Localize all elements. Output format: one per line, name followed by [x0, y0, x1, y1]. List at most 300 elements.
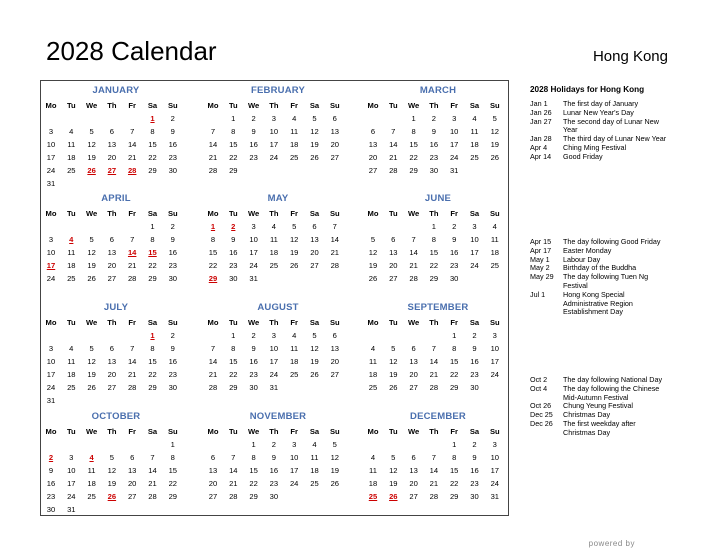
day: 5 [312, 331, 317, 340]
day: 7 [431, 453, 436, 462]
day: 13 [107, 357, 117, 366]
day: 20 [368, 153, 378, 162]
holiday-name: Hong Kong Special Administrative Region Establishment Day [563, 289, 633, 317]
day: 6 [391, 235, 396, 244]
day: 15 [409, 140, 418, 149]
day: 19 [368, 261, 378, 270]
day: 1 [150, 222, 155, 231]
country-label: Hong Kong [592, 48, 668, 65]
day: 13 [330, 127, 340, 136]
day: 15 [229, 140, 238, 149]
day: 22 [229, 370, 238, 379]
day: 29 [229, 383, 238, 392]
day: 9 [452, 235, 457, 244]
weekday-header: Su [329, 101, 340, 110]
day: 9 [271, 453, 276, 462]
day: 22 [168, 479, 178, 488]
weekday-header: Sa [147, 318, 158, 327]
day: 9 [48, 466, 54, 475]
day: 11 [290, 344, 299, 353]
day: 9 [170, 344, 175, 353]
day: 21 [208, 370, 218, 379]
day: 2 [431, 114, 436, 123]
holiday-day: 29 [208, 274, 218, 283]
day: 14 [208, 357, 218, 366]
page-title: 2028 Calendar [46, 36, 217, 66]
day: 1 [411, 114, 416, 123]
month-name: SEPTEMBER [407, 302, 469, 313]
day: 1 [431, 222, 436, 231]
day: 12 [107, 466, 117, 475]
weekday-header: Su [329, 318, 340, 327]
weekday-header: Tu [228, 101, 238, 110]
holiday-item [530, 273, 670, 291]
day: 4 [292, 114, 297, 123]
holiday-day: 26 [87, 166, 96, 175]
weekday-header: Th [107, 318, 117, 327]
day: 5 [292, 222, 297, 231]
month-name: JULY [103, 302, 129, 313]
weekday-header: Tu [228, 209, 238, 218]
day: 13 [107, 248, 117, 257]
holiday-day: 27 [107, 166, 117, 175]
weekday-header: Mo [207, 209, 219, 218]
day: 14 [389, 140, 398, 149]
day: 3 [492, 440, 497, 449]
day: 20 [330, 357, 340, 366]
day: 23 [229, 261, 238, 270]
weekday-header: We [85, 101, 98, 110]
day: 24 [249, 261, 258, 270]
day: 13 [389, 248, 398, 257]
day: 25 [67, 166, 76, 175]
day: 4 [271, 222, 276, 231]
holiday-date: Apr 14 [530, 151, 552, 161]
day: 29 [429, 274, 439, 283]
month-june [367, 193, 509, 300]
day: 11 [67, 357, 76, 366]
day: 7 [210, 127, 216, 136]
month-january [45, 85, 187, 192]
day: 11 [470, 127, 479, 136]
weekday-header: Fr [290, 101, 298, 110]
day: 24 [46, 166, 56, 175]
day: 23 [470, 479, 479, 488]
calendar-grid [40, 80, 509, 516]
day: 4 [370, 453, 376, 462]
day: 16 [449, 248, 459, 257]
weekday-header: Tu [388, 101, 398, 110]
day: 21 [409, 261, 418, 270]
weekday-header: Mo [367, 318, 379, 327]
weekday-header: Su [329, 209, 340, 218]
day: 10 [249, 235, 258, 244]
day: 26 [310, 153, 319, 162]
month-july [45, 302, 187, 409]
weekday-header: Su [167, 101, 178, 110]
day: 12 [87, 357, 96, 366]
holidays-title: 2028 Holidays for Hong Kong [530, 85, 645, 94]
day: 17 [490, 357, 500, 366]
day: 16 [168, 357, 178, 366]
day: 6 [109, 127, 114, 136]
day: 30 [168, 166, 178, 175]
day: 23 [449, 261, 459, 270]
weekday-header: Fr [128, 209, 136, 218]
holiday-date: Jan 27 [530, 116, 552, 126]
day: 11 [310, 453, 319, 462]
day: 22 [429, 261, 439, 270]
day: 12 [389, 357, 398, 366]
day: 5 [391, 344, 396, 353]
holiday-day: 2 [231, 222, 236, 231]
holiday-date: May 29 [530, 272, 554, 282]
month-march [367, 85, 509, 192]
day: 17 [67, 479, 76, 488]
day: 30 [269, 492, 279, 501]
day: 20 [127, 479, 137, 488]
day: 4 [69, 344, 74, 353]
holiday-item [530, 153, 670, 162]
day: 26 [310, 370, 319, 379]
day: 28 [409, 274, 418, 283]
holiday-date: May 2 [530, 263, 550, 273]
day: 29 [148, 383, 157, 392]
day: 21 [429, 370, 439, 379]
day: 30 [229, 274, 238, 283]
day: 23 [249, 370, 258, 379]
day: 19 [87, 261, 96, 270]
day: 2 [251, 331, 256, 340]
day: 18 [368, 479, 378, 488]
day: 28 [208, 383, 218, 392]
day: 11 [290, 127, 299, 136]
day: 6 [332, 114, 337, 123]
month-august [207, 302, 349, 409]
holiday-day: 2 [48, 453, 54, 462]
day: 13 [409, 357, 418, 366]
day: 15 [229, 357, 238, 366]
weekday-header: Su [167, 427, 178, 436]
day: 16 [249, 357, 258, 366]
day: 18 [67, 370, 76, 379]
day: 27 [208, 492, 218, 501]
holiday-item [530, 118, 670, 136]
day: 18 [87, 479, 96, 488]
holiday-item [530, 385, 670, 403]
day: 30 [449, 274, 459, 283]
day: 30 [168, 383, 178, 392]
weekday-header: Mo [45, 101, 57, 110]
day: 23 [249, 153, 258, 162]
day: 10 [289, 453, 299, 462]
weekday-header: Sa [309, 209, 320, 218]
holiday-name: The day following Good Friday [563, 237, 661, 246]
holiday-day: 14 [127, 248, 137, 257]
holiday-day: 4 [69, 235, 74, 244]
day: 3 [492, 331, 497, 340]
day: 11 [369, 357, 377, 366]
day: 20 [107, 261, 117, 270]
day: 14 [208, 140, 218, 149]
month-december [367, 411, 509, 518]
weekday-header: Th [107, 427, 117, 436]
day: 22 [449, 370, 459, 379]
day: 1 [452, 331, 457, 340]
holiday-day: 28 [127, 166, 137, 175]
holiday-name: Birthday of the Buddha [563, 263, 637, 273]
day: 31 [46, 396, 56, 405]
weekday-header: Su [489, 209, 500, 218]
day: 23 [470, 370, 479, 379]
day: 2 [452, 222, 457, 231]
day: 22 [148, 370, 157, 379]
day: 30 [470, 383, 479, 392]
day: 17 [490, 466, 500, 475]
holiday-day: 17 [46, 261, 56, 270]
day: 28 [127, 274, 137, 283]
day: 14 [330, 235, 340, 244]
day: 16 [470, 466, 479, 475]
day: 31 [249, 274, 258, 283]
day: 21 [229, 479, 238, 488]
month-september [367, 302, 509, 409]
day: 5 [89, 127, 94, 136]
day: 21 [389, 153, 398, 162]
day: 18 [289, 357, 299, 366]
day: 29 [409, 166, 418, 175]
day: 9 [472, 344, 477, 353]
day: 15 [429, 248, 439, 257]
day: 15 [148, 357, 157, 366]
holiday-name: The day following the Chinese Mid-Autumn Festival [563, 383, 660, 402]
weekday-header: Mo [367, 101, 379, 110]
weekday-header: We [407, 209, 420, 218]
day: 14 [409, 248, 418, 257]
day: 27 [330, 370, 340, 379]
day: 2 [472, 440, 477, 449]
day: 25 [310, 479, 319, 488]
weekday-header: Sa [147, 209, 158, 218]
day: 23 [429, 153, 439, 162]
holiday-date: May 1 [530, 254, 550, 264]
day: 20 [107, 153, 117, 162]
month-name: AUGUST [257, 302, 299, 313]
weekday-header: We [85, 318, 98, 327]
weekday-header: Mo [45, 427, 57, 436]
weekday-header: Fr [128, 427, 136, 436]
day: 12 [87, 140, 96, 149]
weekday-header: We [407, 427, 420, 436]
day: 10 [46, 248, 56, 257]
day: 23 [168, 261, 178, 270]
day: 18 [310, 466, 319, 475]
day: 12 [490, 127, 500, 136]
day: 5 [332, 440, 337, 449]
holiday-date: Oct 2 [530, 375, 548, 384]
day: 31 [269, 383, 279, 392]
day: 19 [490, 140, 500, 149]
holiday-date: Dec 26 [530, 418, 553, 428]
day: 24 [289, 479, 299, 488]
day: 2 [170, 222, 175, 231]
day: 8 [150, 344, 155, 353]
day: 26 [389, 383, 398, 392]
day: 16 [269, 466, 279, 475]
day: 27 [409, 492, 418, 501]
day: 25 [490, 261, 500, 270]
day: 8 [452, 344, 457, 353]
day: 6 [370, 127, 376, 136]
day: 17 [46, 370, 56, 379]
day: 30 [168, 274, 178, 283]
weekday-header: Mo [207, 318, 219, 327]
day: 4 [312, 440, 317, 449]
weekday-header: We [85, 427, 98, 436]
day: 16 [470, 357, 479, 366]
day: 4 [370, 344, 376, 353]
day: 28 [127, 383, 137, 392]
weekday-header: Fr [290, 318, 298, 327]
day: 5 [492, 114, 497, 123]
day: 22 [148, 153, 157, 162]
day: 6 [411, 453, 416, 462]
day: 21 [208, 153, 218, 162]
day: 5 [391, 453, 396, 462]
day: 3 [48, 127, 54, 136]
day: 9 [170, 127, 175, 136]
weekday-header: Sa [469, 209, 480, 218]
day: 23 [168, 153, 178, 162]
day: 10 [490, 344, 500, 353]
holiday-date: Apr 17 [530, 245, 552, 255]
month-april [45, 193, 187, 300]
day: 24 [490, 479, 500, 488]
day: 12 [289, 235, 299, 244]
day: 10 [269, 127, 279, 136]
day: 19 [107, 479, 117, 488]
day: 21 [127, 261, 137, 270]
day: 22 [449, 479, 459, 488]
weekday-header: Su [167, 318, 178, 327]
day: 18 [269, 248, 279, 257]
day: 21 [330, 248, 340, 257]
day: 20 [330, 140, 340, 149]
day: 1 [452, 440, 457, 449]
day: 12 [330, 453, 340, 462]
day: 26 [289, 261, 299, 270]
weekday-header: Tu [228, 318, 238, 327]
holiday-list-q4 [530, 376, 670, 438]
day: 7 [332, 222, 337, 231]
weekday-header: Mo [45, 209, 57, 218]
weekday-header: Sa [309, 427, 320, 436]
day: 22 [208, 261, 218, 270]
day: 2 [251, 114, 256, 123]
day: 18 [289, 140, 299, 149]
holiday-name: The third day of Lunar New Year [563, 134, 667, 144]
holiday-name: Easter Monday [563, 245, 612, 255]
day: 28 [208, 166, 218, 175]
day: 18 [470, 140, 479, 149]
weekday-header: Th [269, 209, 279, 218]
day: 20 [409, 479, 418, 488]
day: 2 [170, 331, 175, 340]
day: 14 [127, 357, 137, 366]
weekday-header: Fr [450, 318, 458, 327]
day: 29 [249, 492, 258, 501]
day: 27 [127, 492, 137, 501]
day: 8 [231, 127, 236, 136]
weekday-header: Fr [290, 427, 298, 436]
day: 12 [310, 344, 319, 353]
day: 16 [46, 479, 56, 488]
day: 25 [289, 153, 299, 162]
day: 11 [490, 235, 499, 244]
month-name: MARCH [419, 85, 457, 96]
day: 24 [490, 370, 500, 379]
weekday-header: Tu [388, 209, 398, 218]
day: 17 [269, 357, 279, 366]
day: 4 [472, 114, 477, 123]
day: 19 [310, 140, 319, 149]
day: 25 [67, 383, 76, 392]
day: 13 [368, 140, 378, 149]
day: 7 [411, 235, 416, 244]
day: 26 [368, 274, 378, 283]
weekday-header: Mo [367, 427, 379, 436]
weekday-header: Sa [469, 101, 480, 110]
day: 14 [429, 466, 439, 475]
day: 31 [490, 492, 500, 501]
holiday-name: Christmas Day [563, 410, 611, 420]
day: 25 [87, 492, 96, 501]
day: 7 [231, 453, 236, 462]
day: 13 [310, 235, 319, 244]
weekday-header: We [407, 101, 420, 110]
weekday-header: Fr [128, 101, 136, 110]
day: 17 [269, 140, 279, 149]
day: 3 [48, 344, 54, 353]
holiday-date: Oct 4 [530, 383, 548, 393]
holiday-day: 25 [368, 492, 378, 501]
day: 7 [130, 235, 135, 244]
day: 4 [292, 331, 297, 340]
weekday-header: Tu [66, 427, 76, 436]
weekday-header: Fr [128, 318, 136, 327]
day: 19 [389, 479, 398, 488]
holiday-day: 1 [150, 331, 155, 340]
day: 11 [87, 466, 96, 475]
weekday-header: Tu [66, 318, 76, 327]
day: 14 [148, 466, 157, 475]
day: 30 [470, 492, 479, 501]
day: 31 [67, 505, 76, 514]
day: 16 [168, 140, 178, 149]
day: 15 [449, 357, 459, 366]
day: 11 [369, 466, 377, 475]
day: 25 [470, 153, 479, 162]
weekday-header: We [247, 318, 260, 327]
holiday-name: Lunar New Year's Day [563, 107, 634, 117]
month-name: APRIL [101, 193, 131, 204]
day: 29 [148, 166, 157, 175]
day: 10 [67, 466, 76, 475]
day: 24 [269, 153, 279, 162]
weekday-header: Su [167, 209, 178, 218]
holiday-name: The first weekday after Christmas Day [563, 418, 636, 437]
day: 6 [210, 453, 216, 462]
